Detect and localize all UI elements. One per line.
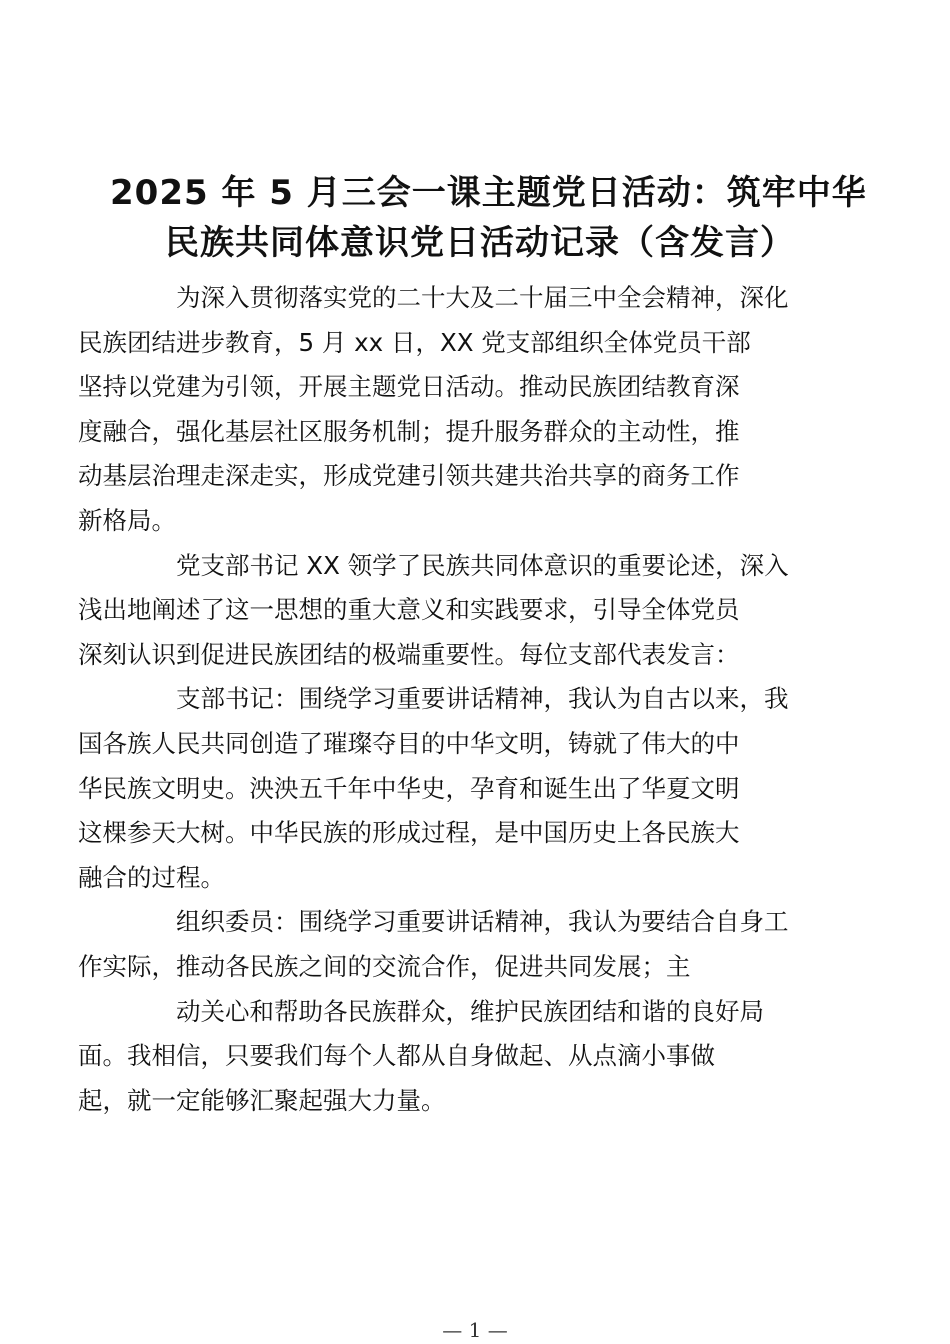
text-line: 组织委员：围绕学习重要讲话精神，我认为要结合自身工 xyxy=(176,907,789,937)
text-line: 新格局。 xyxy=(78,505,176,535)
text-line: 起，就一定能够汇聚起强大力量。 xyxy=(78,1085,446,1115)
document-body xyxy=(78,276,827,1123)
text-line: 党支部书记 XX 领学了民族共同体意识的重要论述，深入 xyxy=(176,550,789,580)
text-line: 动基层治理走深走实，形成党建引领共建共治共享的商务工作 xyxy=(78,461,740,491)
text-line: 这棵参天大树。中华民族的形成过程，是中国历史上各民族大 xyxy=(78,818,740,848)
paragraph-organization-committee-speech xyxy=(78,900,827,989)
page-number: — 1 — xyxy=(442,1318,508,1342)
text-line: 支部书记：围绕学习重要讲话精神，我认为自古以来，我 xyxy=(176,684,789,714)
text-line: 坚持以党建为引领，开展主题党日活动。推动民族团结教育深 xyxy=(78,372,740,402)
paragraph-continuation xyxy=(78,990,827,1124)
text-line: 动关心和帮助各民族群众，维护民族团结和谐的良好局 xyxy=(176,996,764,1026)
text-line: 作实际，推动各民族之间的交流合作，促进共同发展；主 xyxy=(78,951,691,981)
text-line: 深刻认识到促进民族团结的极端重要性。每位支部代表发言： xyxy=(78,639,740,669)
paragraph-intro xyxy=(78,276,827,544)
text-line: 华民族文明史。泱泱五千年中华史，孕育和诞生出了华夏文明 xyxy=(78,773,740,803)
paragraph-branch-secretary-speech xyxy=(78,677,827,900)
text-line: 融合的过程。 xyxy=(78,862,225,892)
document-title xyxy=(110,168,867,268)
text-line: 民族团结进步教育，5 月 xx 日，XX 党支部组织全体党员干部 xyxy=(78,327,751,357)
text-line: 面。我相信，只要我们每个人都从自身做起、从点滴小事做 xyxy=(78,1041,715,1071)
title-line-1: 2025 年 5 月三会一课主题党日活动：筑牢中华 xyxy=(110,173,867,213)
text-line: 国各族人民共同创造了璀璨夺目的中华文明，铸就了伟大的中 xyxy=(78,728,740,758)
text-line: 为深入贯彻落实党的二十大及二十届三中全会精神，深化 xyxy=(176,283,789,312)
text-line: 浅出地阐述了这一思想的重大意义和实践要求，引导全体党员 xyxy=(78,595,740,625)
text-line: 度融合，强化基层社区服务机制；提升服务群众的主动性，推 xyxy=(78,416,740,446)
paragraph-secretary-study xyxy=(78,544,827,678)
title-line-2: 民族共同体意识党日活动记录（含发言） xyxy=(165,223,795,263)
